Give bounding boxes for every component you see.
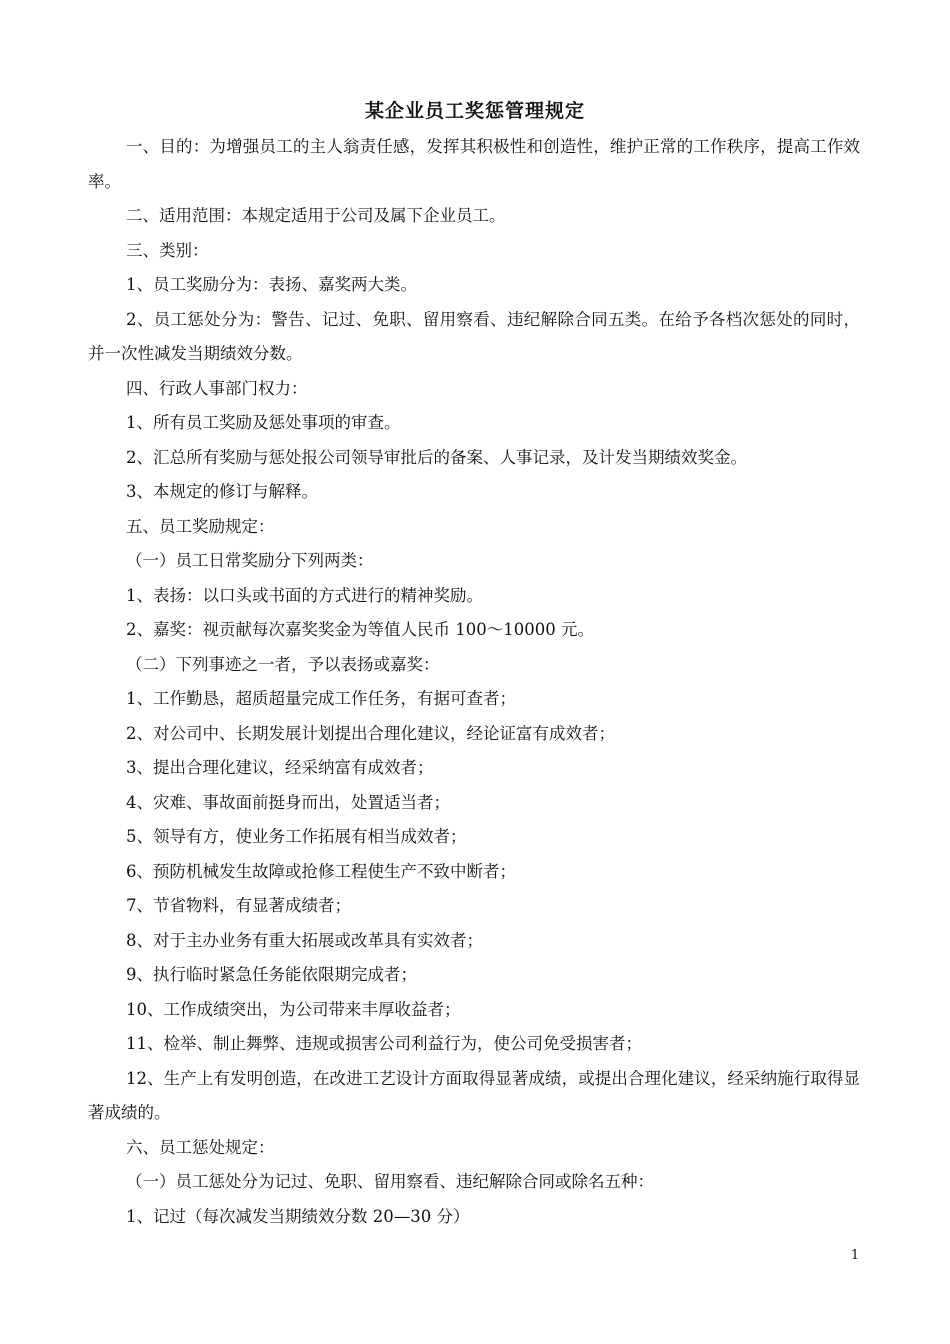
list-item-deed-5: 5、领导有方，使业务工作拓展有相当成效者； <box>126 827 467 846</box>
paragraph-scope: 二、适用范围：本规定适用于公司及属下企业员工。 <box>126 206 506 225</box>
paragraph-hr-authority-heading: 四、行政人事部门权力： <box>126 378 308 398</box>
list-item-deed-3: 3、提出合理化建议，经采纳富有成效者； <box>126 758 434 777</box>
list-item-deed-10: 10、工作成绩突出，为公司带来丰厚收益者； <box>126 999 461 1019</box>
paragraph-commendation: 2、嘉奖：视贡献每次嘉奖奖金为等值人民币 100～10000 元。 <box>126 620 594 639</box>
paragraph-penalty-kinds: （一）员工惩处分为记过、免职、留用察看、违纪解除合同或除名五种： <box>126 1172 654 1191</box>
paragraph-purpose: 一、目的：为增强员工的主人翁责任感，发挥其积极性和创造性，维护正常的工作秩序，提高工作效率。 <box>88 137 860 191</box>
list-item-deed-1: 1、工作勤恳，超质超量完成工作任务，有据可查者； <box>126 689 516 708</box>
list-item-deed-4: 4、灾难、事故面前挺身而出，处置适当者； <box>126 792 450 812</box>
list-item-deed-11: 11、检举、制止舞弊、违规或损害公司利益行为，使公司免受损害者； <box>126 1034 642 1053</box>
paragraph-penalty-types: 2、员工惩处分为：警告、记过、免职、留用察看、违纪解除合同五类。在给予各档次惩处的同时，并一次性减发当期绩效分数。 <box>88 309 860 363</box>
document-title: 某企业员工奖惩管理规定 <box>364 100 585 122</box>
paragraph-reward-rules-heading: 五、员工奖励规定： <box>126 516 275 536</box>
paragraph-hr-item-2: 2、汇总所有奖励与惩处报公司领导审批后的备案、人事记录，及计发当期绩效奖金。 <box>126 447 747 467</box>
paragraph-hr-item-3: 3、本规定的修订与解释。 <box>126 482 318 501</box>
list-item-deed-8: 8、对于主办业务有重大拓展或改革具有实效者； <box>126 930 483 950</box>
list-item-deed-2: 2、对公司中、长期发展计划提出合理化建议，经论证富有成效者； <box>126 723 615 743</box>
paragraph-penalty-rules-heading: 六、员工惩处规定： <box>126 1137 275 1157</box>
page-number: 1 <box>850 1248 860 1263</box>
list-item-penalty-1: 1、记过（每次减发当期绩效分数 20—30 分） <box>126 1206 470 1226</box>
paragraph-daily-reward-heading: （一）员工日常奖励分下列两类： <box>126 551 374 570</box>
paragraph-praise: 1、表扬：以口头或书面的方式进行的精神奖励。 <box>126 585 483 605</box>
paragraph-deeds-heading: （二）下列事迹之一者，予以表扬或嘉奖： <box>126 654 440 674</box>
paragraph-hr-item-1: 1、所有员工奖励及惩处事项的审查。 <box>126 413 401 432</box>
document-body <box>88 130 860 1234</box>
list-item-deed-9: 9、执行临时紧急任务能依限期完成者； <box>126 965 417 984</box>
paragraph-category-heading: 三、类别： <box>126 240 209 260</box>
paragraph-reward-types: 1、员工奖励分为：表扬、嘉奖两大类。 <box>126 275 417 294</box>
list-item-deed-7: 7、节省物料，有显著成绩者； <box>126 896 351 915</box>
list-item-deed-12: 12、生产上有发明创造，在改进工艺设计方面取得显著成绩，或提出合理化建议，经采纳施行取得显著成绩的。 <box>88 1068 860 1122</box>
list-item-deed-6: 6、预防机械发生故障或抢修工程使生产不致中断者； <box>126 861 516 881</box>
